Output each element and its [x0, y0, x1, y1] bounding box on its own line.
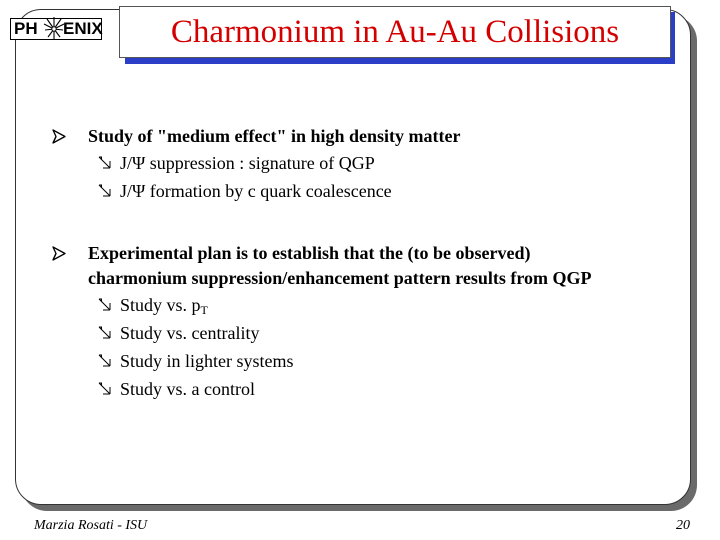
bullet-2-sub-2-text: Study vs. centrality — [120, 323, 260, 343]
bullet-2-sub-3 — [52, 347, 682, 375]
bullet-2-sub-3-text: Study in lighter systems — [120, 351, 294, 371]
pointer-arrow-icon — [98, 149, 116, 177]
bullet-1-sub-1-text: J/Ψ suppression : signature of QGP — [120, 153, 375, 173]
bullet-1-sub-2-text: J/Ψ formation by c quark coalescence — [120, 181, 392, 201]
bullet-2-sub-1 — [52, 291, 682, 319]
bullet-1-sub-2 — [52, 177, 682, 205]
arrow-bullet-icon — [52, 124, 70, 149]
arrow-bullet-icon — [52, 241, 70, 266]
bullet-2-sub-4 — [52, 375, 682, 403]
bullet-2-line-2: charmonium suppression/enhancement pattern results from QGP — [88, 268, 592, 288]
slide-title: Charmonium in Au-Au Collisions — [170, 14, 620, 50]
pointer-arrow-icon — [98, 177, 116, 205]
pointer-arrow-icon — [98, 319, 116, 347]
pt-subscript: T — [200, 303, 208, 317]
logo-text-left: PH — [14, 19, 38, 38]
pointer-arrow-icon — [98, 375, 116, 403]
bullet-2-sub-4-text: Study vs. a control — [120, 379, 255, 399]
bullet-1-sub-1 — [52, 149, 682, 177]
page-number: 20 — [676, 518, 690, 533]
bullet-2-line-1: Experimental plan is to establish that the (to be observed) — [88, 243, 531, 263]
bullet-2 — [52, 241, 682, 291]
bullet-2-sub-1-text: Study vs. p — [120, 295, 201, 315]
pointer-arrow-icon — [98, 291, 116, 319]
footer-author: Marzia Rosati - ISU — [34, 518, 148, 533]
bullet-1 — [52, 124, 682, 149]
phenix-logo — [10, 12, 103, 42]
title-box — [119, 6, 671, 58]
logo-text-right: ENIX — [63, 19, 103, 38]
pointer-arrow-icon — [98, 347, 116, 375]
bullet-2-sub-2 — [52, 319, 682, 347]
slide-content — [52, 124, 682, 403]
spacer — [52, 205, 682, 241]
bullet-1-text: Study of "medium effect" in high density matter — [88, 126, 461, 146]
